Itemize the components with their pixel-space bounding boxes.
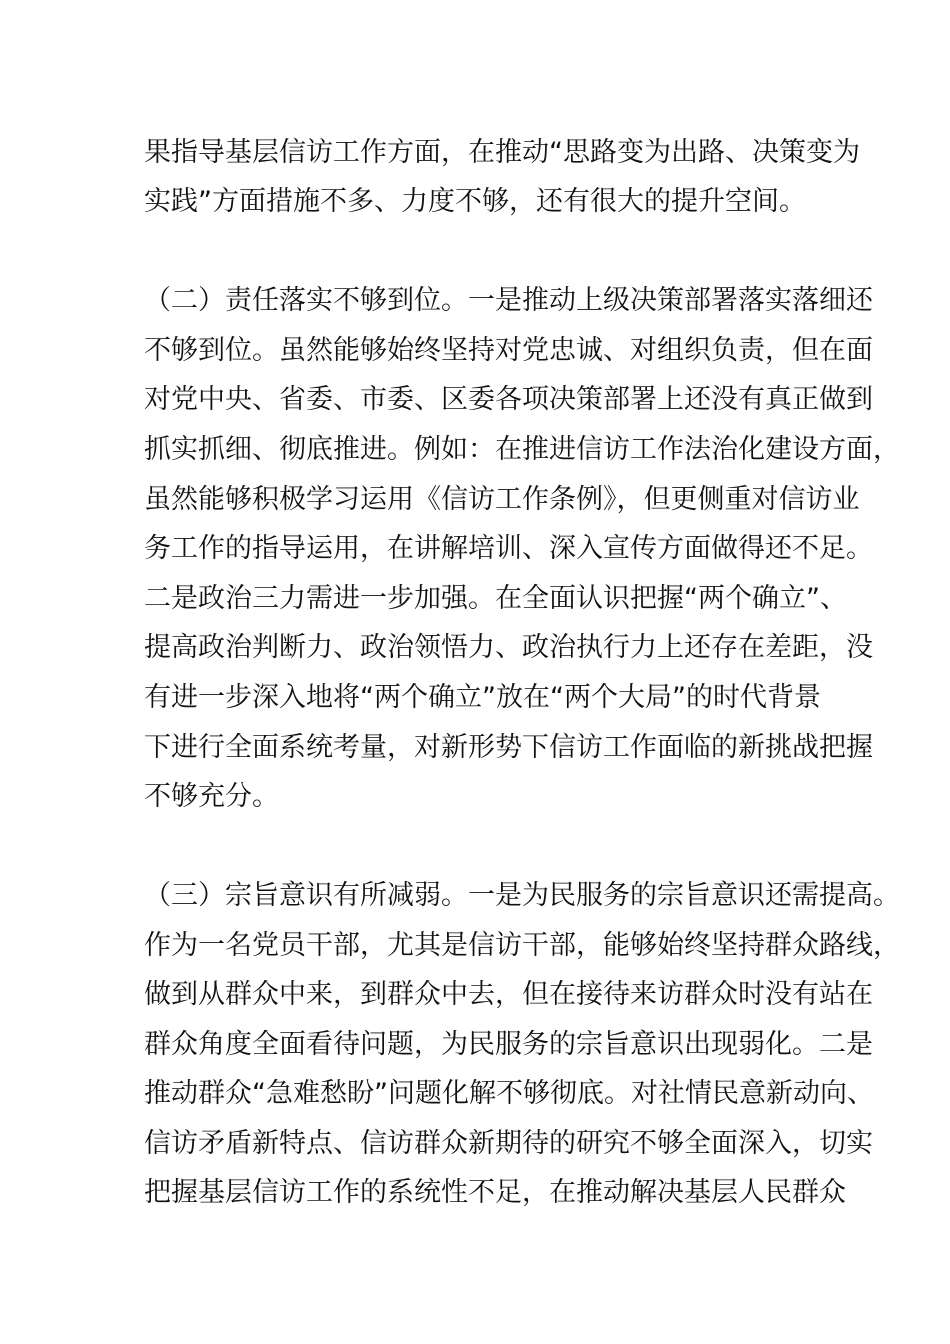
text-line: 信访矛盾新特点、信访群众新期待的研究不够全面深入，切实 (144, 1128, 873, 1159)
text-line: 不够到位。虽然能够始终坚持对党忠诚、对组织负责，但在面 (144, 335, 873, 366)
text-line: 作为一名党员干部，尤其是信访干部，能够始终坚持群众路线， (144, 930, 900, 961)
text-line: 抓实抓细、彻底推进。例如：在推进信访工作法治化建设方面， (144, 434, 900, 465)
text-line: 果指导基层信访工作方面，在推动“思路变为出路、决策变为 (144, 137, 860, 168)
text-line: 二是政治三力需进一步加强。在全面认识把握“两个确立”、 (144, 583, 847, 614)
text-line: 实践”方面措施不多、力度不够，还有很大的提升空间。 (144, 186, 806, 217)
text-line: 把握基层信访工作的系统性不足，在推动解决基层人民群众 (144, 1177, 846, 1208)
text-line: 下进行全面系统考量，对新形势下信访工作面临的新挑战把握 (144, 732, 873, 763)
text-line: 对党中央、省委、市委、区委各项决策部署上还没有真正做到 (144, 384, 873, 415)
text-line: 做到从群众中来，到群众中去，但在接待来访群众时没有站在 (144, 979, 873, 1010)
text-line: 虽然能够积极学习运用《信访工作条例》，但更侧重对信访业 (144, 484, 860, 515)
text-line: 务工作的指导运用，在讲解培训、深入宣传方面做得还不足。 (144, 533, 873, 564)
section-heading-line: （三）宗旨意识有所减弱。一是为民服务的宗旨意识还需提高。 (144, 880, 900, 911)
section-heading-line: （二）责任落实不够到位。一是推动上级决策部署落实落细还 (144, 285, 873, 316)
text-line: 提高政治判断力、政治领悟力、政治执行力上还存在差距，没 (144, 632, 873, 663)
text-line: 不够充分。 (144, 781, 279, 812)
text-line: 推动群众“急难愁盼”问题化解不够彻底。对社情民意新动向、 (144, 1078, 874, 1109)
text-line: 有进一步深入地将“两个确立”放在“两个大局”的时代背景 (144, 682, 821, 713)
text-line: 群众角度全面看待问题，为民服务的宗旨意识出现弱化。二是 (144, 1029, 873, 1060)
